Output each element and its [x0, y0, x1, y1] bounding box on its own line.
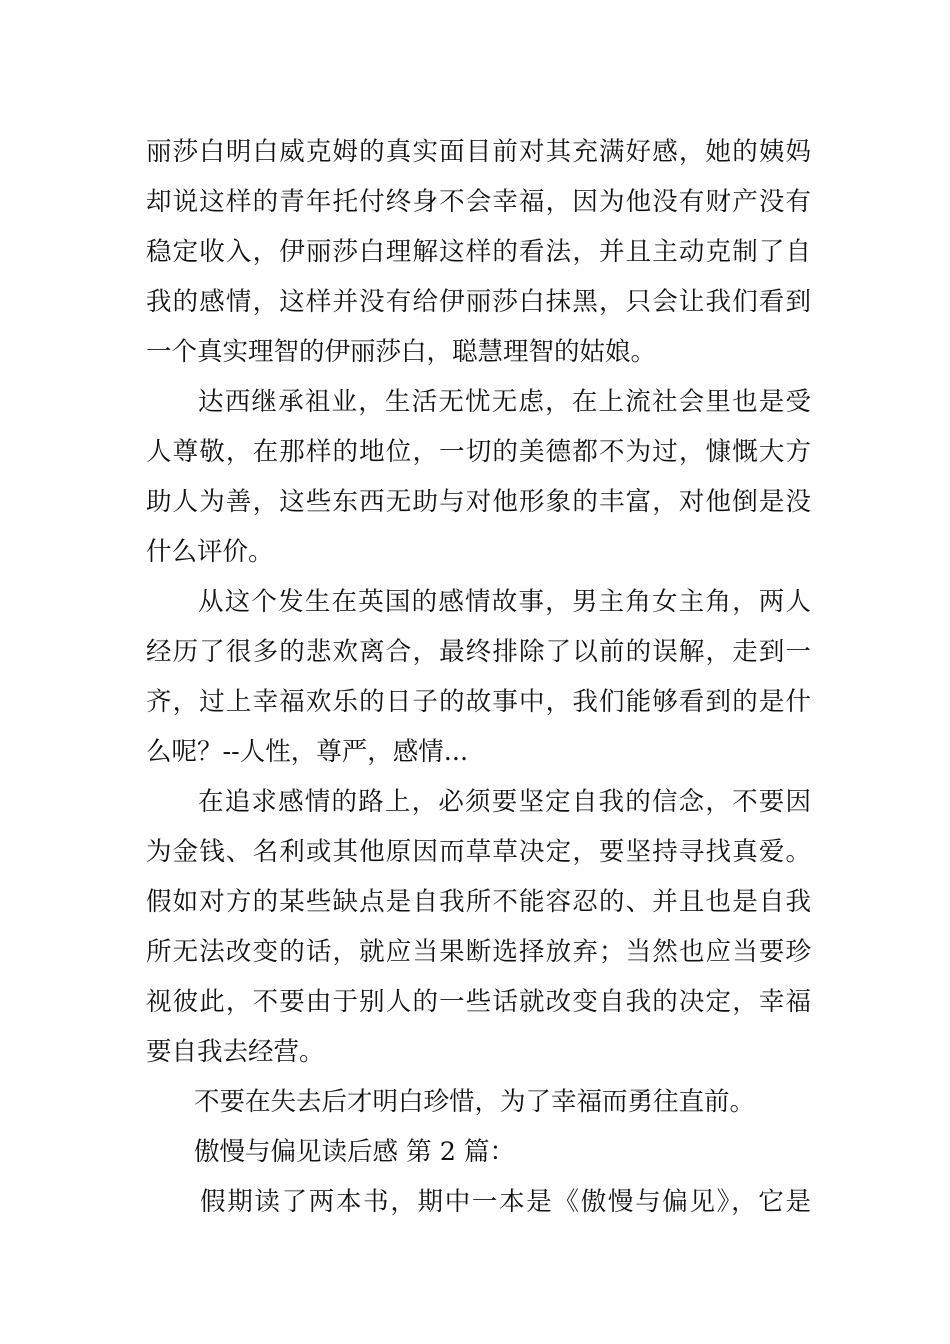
section-heading: 傲慢与偏见读后感 第 2 篇： [194, 1137, 516, 1167]
text-line: 什么评价。 [146, 537, 274, 567]
text-line: 不要在失去后才明白珍惜，为了幸福而勇往直前。 [194, 1087, 756, 1117]
text-line: 人尊敬，在那样的地位，一切的美德都不为过，慷慨大方 [146, 437, 811, 467]
text-line: 却说这样的青年托付终身不会幸福，因为他没有财产没有 [146, 187, 811, 217]
text-line: 助人为善，这些东西无助与对他形象的丰富，对他倒是没 [146, 487, 811, 517]
text-line: 要自我去经营。 [146, 1037, 325, 1067]
paragraph-first-line: 从这个发生在英国的感情故事，男主角女主角，两人 [198, 587, 811, 617]
text-line: 齐，过上幸福欢乐的日子的故事中，我们能够看到的是什 [146, 687, 811, 717]
text-line: 假如对方的某些缺点是自我所不能容忍的、并且也是自我 [146, 887, 811, 917]
text-line: 丽莎白明白威克姆的真实面目前对其充满好感，她的姨妈 [146, 137, 811, 167]
text-line: 所无法改变的话，就应当果断选择放弃；当然也应当要珍 [146, 937, 811, 967]
paragraph-first-line: 假期读了两本书，期中一本是《傲慢与偏见》，它是 [200, 1187, 811, 1217]
text-line: 为金钱、名利或其他原因而草草决定，要坚持寻找真爱。 [146, 837, 811, 867]
text-line: 视彼此，不要由于别人的一些话就改变自我的决定，幸福 [146, 987, 811, 1017]
text-line: 么呢？--人性，尊严，感情... [146, 737, 469, 767]
text-line: 一个真实理智的伊丽莎白，聪慧理智的姑娘。 [146, 337, 657, 367]
text-line: 经历了很多的悲欢离合，最终排除了以前的误解，走到一 [146, 637, 811, 667]
paragraph-first-line: 达西继承祖业，生活无忧无虑，在上流社会里也是受 [198, 387, 811, 417]
paragraph-first-line: 在追求感情的路上，必须要坚定自我的信念，不要因 [198, 787, 811, 817]
text-line: 稳定收入，伊丽莎白理解这样的看法，并且主动克制了自 [146, 237, 811, 267]
text-line: 我的感情，这样并没有给伊丽莎白抹黑，只会让我们看到 [146, 287, 811, 317]
